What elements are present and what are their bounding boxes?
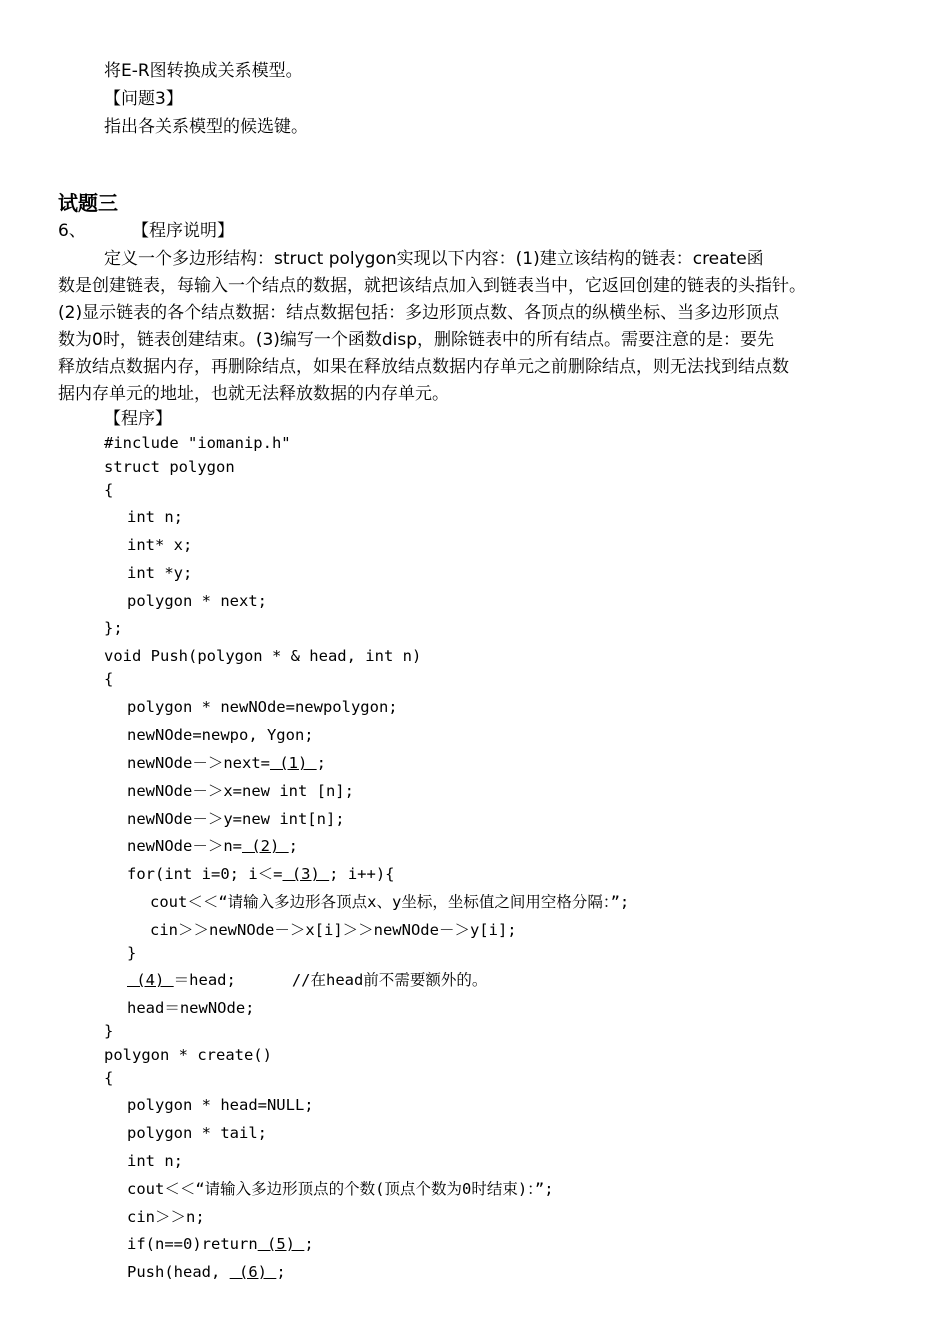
code-line: {: [104, 670, 114, 688]
code-line: polygon * tail;: [127, 1124, 267, 1142]
code-text: ;: [288, 837, 299, 855]
code-line: polygon * head=NULL;: [127, 1096, 314, 1114]
code-line-blank-1: [127, 752, 326, 774]
desc-line: 释放结点数据内存，再删除结点，如果在释放结点数据内存单元之前删除结点，则无法找到结点数: [58, 357, 789, 377]
question-3-label: 【问题3】: [104, 89, 183, 109]
code-line: }: [104, 1022, 114, 1040]
code-text: ;: [276, 1263, 286, 1281]
code-text: newNOde－＞next=: [127, 754, 270, 772]
code-line: polygon * next;: [127, 592, 267, 610]
code-line: int* x;: [127, 536, 193, 554]
intro-line-1: 将E-R图转换成关系模型。: [104, 61, 303, 81]
answer-blank-3: (3): [282, 865, 330, 883]
program-desc-label: 【程序说明】: [132, 221, 234, 241]
answer-blank-5: (5): [257, 1235, 305, 1253]
desc-line: 据内存单元的地址，也就无法释放数据的内存单元。: [58, 384, 449, 404]
code-text: ; i++){: [329, 865, 395, 883]
desc-line: 定义一个多边形结构：struct polygon实现以下内容：(1)建立该结构的链表：create函: [104, 249, 764, 269]
code-text: ＝head; //在head前不需要额外的。: [173, 971, 488, 989]
code-line-blank-6: [127, 1261, 286, 1283]
code-line: newNOde－＞x=new int [n];: [127, 782, 354, 800]
code-line: {: [104, 1069, 114, 1087]
code-line: int *y;: [127, 564, 193, 582]
code-line: void Push(polygon * & head, int n): [104, 647, 422, 665]
answer-blank-4: (4): [127, 971, 174, 989]
answer-blank-6: (6): [229, 1263, 277, 1281]
code-line: int n;: [127, 508, 183, 526]
item-label: 6、: [58, 221, 86, 241]
program-label: 【程序】: [104, 409, 172, 429]
code-line-blank-4: [127, 969, 487, 991]
code-line: int n;: [127, 1152, 183, 1170]
code-line: cout＜＜“请输入多边形顶点的个数(顶点个数为0时结束)：”;: [127, 1180, 554, 1198]
code-line: struct polygon: [104, 458, 235, 476]
code-line-blank-5: [127, 1233, 314, 1255]
code-line: {: [104, 481, 114, 499]
code-line: }: [127, 944, 137, 962]
code-text: ;: [304, 1235, 314, 1253]
code-line: newNOde=newpo, Ygon;: [127, 726, 314, 744]
code-line-blank-3: [127, 863, 394, 885]
code-text: newNOde－＞n=: [127, 837, 242, 855]
code-line: polygon * newNOde=newpolygon;: [127, 698, 398, 716]
section-title: 试题三: [58, 191, 118, 215]
code-line: polygon * create(): [104, 1046, 272, 1064]
desc-line: (2)显示链表的各个结点数据：结点数据包括：多边形顶点数、各顶点的纵横坐标、当多边形顶点: [58, 303, 780, 323]
code-line: head＝newNOde;: [127, 999, 255, 1017]
intro-line-3: 指出各关系模型的候选键。: [104, 117, 308, 137]
code-line: cout＜＜“请输入多边形各顶点x、y坐标，坐标值之间用空格分隔：”;: [150, 893, 630, 911]
code-line: newNOde－＞y=new int[n];: [127, 810, 345, 828]
answer-blank-2: (2): [242, 837, 289, 855]
desc-line: 数为0时，链表创建结束。(3)编写一个函数disp，删除链表中的所有结点。需要注意的是：要先: [58, 330, 775, 350]
code-line: #include "iomanip.h": [104, 434, 291, 452]
code-line-blank-2: [127, 835, 298, 857]
code-line: };: [104, 619, 123, 637]
code-text: ;: [316, 754, 326, 772]
code-line: cin＞＞newNOde－＞x[i]＞＞newNOde－＞y[i];: [150, 921, 517, 939]
desc-line: 数是创建链表，每输入一个结点的数据，就把该结点加入到链表当中，它返回创建的链表的头指针。: [58, 276, 806, 296]
code-text: if(n==0)return: [127, 1235, 258, 1253]
code-text: for(int i=0; i＜=: [127, 865, 283, 883]
code-line: cin＞＞n;: [127, 1208, 205, 1226]
answer-blank-1: (1): [269, 754, 317, 772]
code-text: Push(head,: [127, 1263, 230, 1281]
